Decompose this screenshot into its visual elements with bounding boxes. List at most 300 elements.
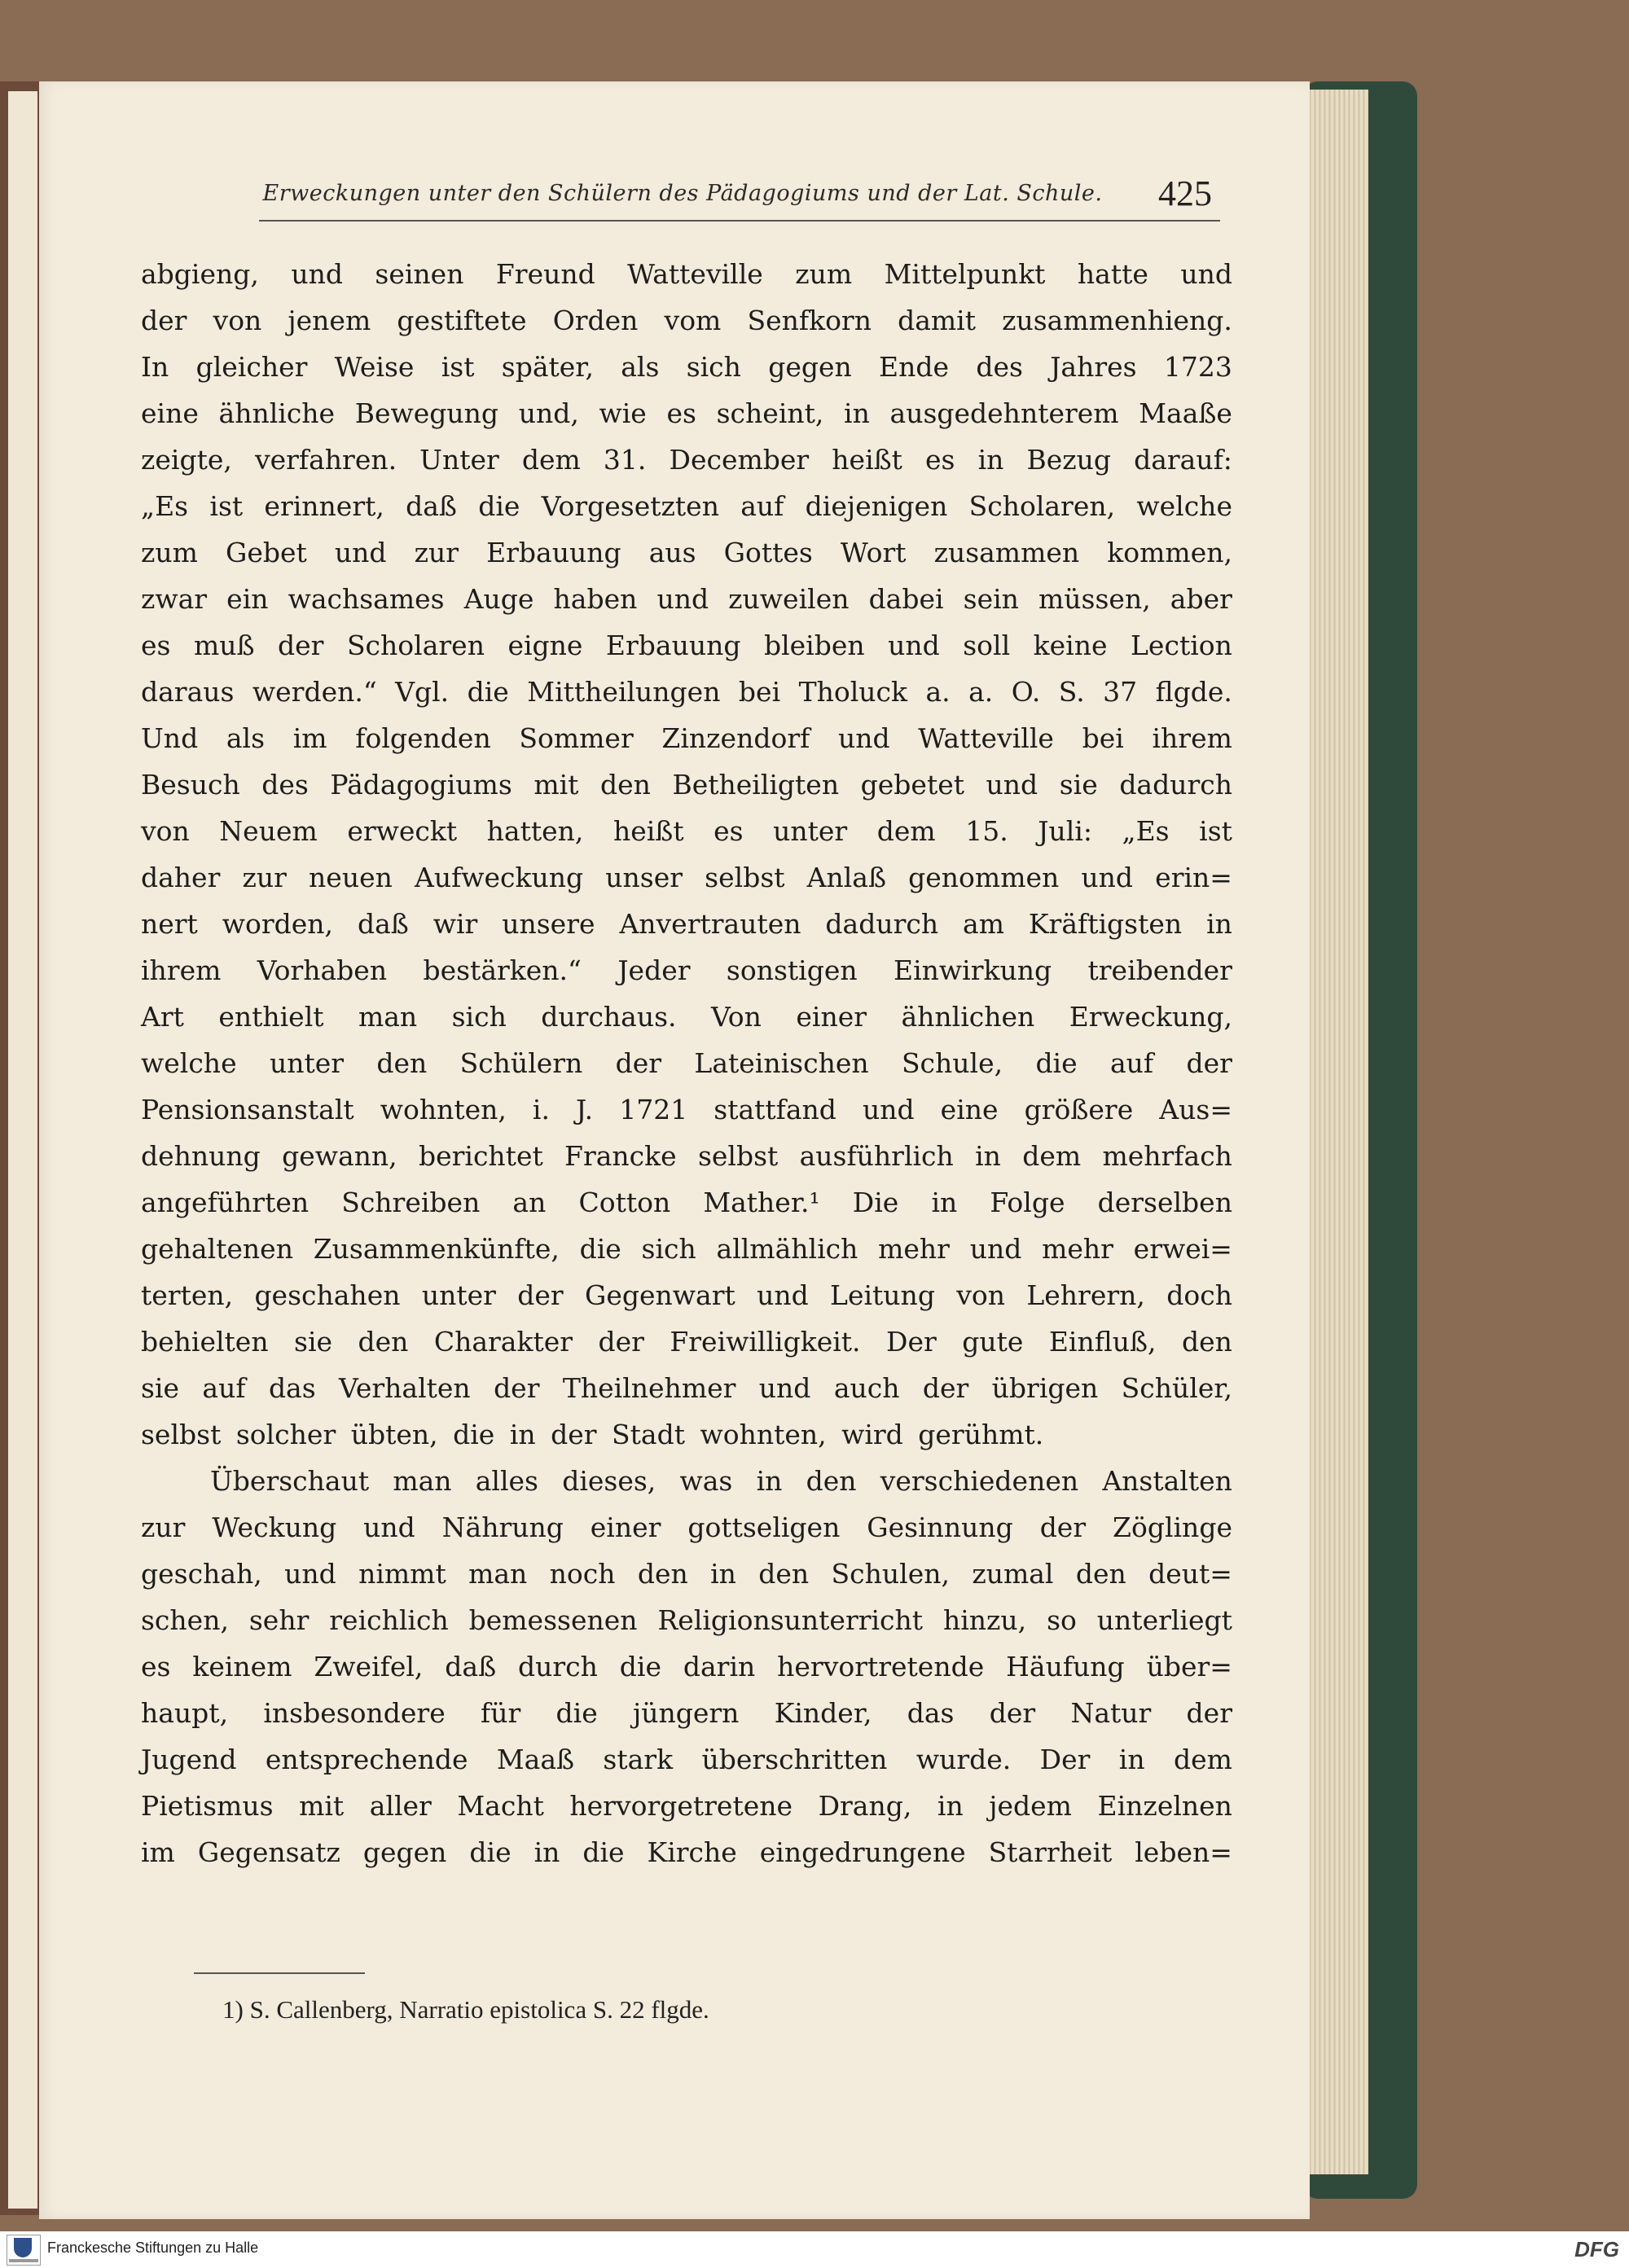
word: am — [963, 908, 1004, 940]
word: geschah, — [141, 1558, 262, 1590]
word: Wort — [840, 537, 907, 568]
word: 1721 — [619, 1094, 688, 1125]
word: S. — [1058, 676, 1085, 708]
word: in — [533, 1836, 560, 1868]
word: hatten, — [486, 815, 584, 847]
word: den — [1075, 1558, 1126, 1590]
word: reichlich — [329, 1604, 449, 1636]
word: sonstigen — [726, 954, 858, 986]
word: auch — [833, 1372, 900, 1404]
word: das — [268, 1372, 316, 1404]
word: Folge — [990, 1187, 1065, 1218]
word: Starrheit — [988, 1836, 1113, 1868]
word: auf — [202, 1372, 246, 1404]
word: und — [862, 1094, 915, 1125]
word: 31. — [603, 444, 647, 476]
word: December — [669, 444, 810, 476]
word: verschiedenen — [880, 1465, 1079, 1497]
text-line — [141, 1040, 1232, 1086]
word: Scholaren — [346, 630, 485, 661]
word: Sommer — [519, 722, 634, 754]
word: Schulen, — [831, 1558, 950, 1590]
text-line — [141, 1736, 1232, 1783]
word: was — [679, 1465, 733, 1497]
word: alles — [475, 1465, 538, 1497]
word: entsprechende — [265, 1744, 468, 1775]
word: ein — [226, 583, 269, 615]
word: ausgedehnterem — [889, 397, 1119, 429]
word: bei — [738, 676, 781, 708]
text-line — [141, 1365, 1232, 1411]
word: sie — [1059, 769, 1098, 801]
text-line — [141, 622, 1232, 669]
word: aller — [369, 1790, 432, 1822]
word: in — [977, 444, 1004, 476]
word: Tholuck — [798, 676, 908, 708]
word: haupt, — [141, 1697, 229, 1729]
word: wie — [599, 397, 647, 429]
word: der — [141, 305, 187, 336]
text-line — [141, 297, 1232, 344]
word: zum — [795, 258, 853, 290]
word: jüngern — [633, 1697, 740, 1729]
word: gestiftete — [397, 305, 527, 336]
word: haben — [553, 583, 638, 615]
text-line — [141, 1783, 1232, 1829]
word: als — [621, 351, 660, 383]
word: treibender — [1087, 954, 1232, 986]
text-line — [141, 1643, 1232, 1690]
word: Auge — [463, 583, 534, 615]
word: Pädagogiums — [330, 769, 512, 801]
word: zum — [141, 537, 198, 568]
word: der — [517, 1279, 564, 1311]
word: terten, — [141, 1279, 234, 1311]
word: Freiwilligkeit. — [670, 1326, 861, 1358]
word: an — [512, 1187, 547, 1218]
word: Erbauung — [605, 630, 741, 661]
word: ähnliche — [218, 397, 336, 429]
word: Einwirkung — [894, 954, 1052, 986]
word: In — [141, 351, 169, 383]
word: dem — [876, 815, 936, 847]
word: Drang, — [818, 1790, 912, 1822]
word: O. — [1011, 676, 1041, 708]
word: Francke — [564, 1140, 677, 1172]
running-head — [259, 171, 1220, 222]
text-line — [141, 1179, 1232, 1226]
word: seinen — [375, 258, 464, 290]
word: 37 — [1103, 676, 1138, 708]
word: keine — [1033, 630, 1108, 661]
word: Lection — [1131, 630, 1232, 661]
footer-bar — [0, 2231, 1629, 2268]
word: unser — [605, 862, 683, 893]
word: derselben — [1097, 1187, 1232, 1218]
institution-name: Franckesche Stiftungen zu Halle — [47, 2239, 259, 2256]
word: noch — [549, 1558, 616, 1590]
word: in — [931, 1187, 958, 1218]
word: Jahres — [1050, 351, 1137, 383]
word: mehrfach — [1102, 1140, 1232, 1172]
word: und — [757, 1279, 809, 1311]
word: zwar — [141, 583, 208, 615]
word: müssen, — [1038, 583, 1151, 615]
text-line — [141, 901, 1232, 947]
word: Scholaren, — [968, 490, 1116, 522]
word: einer — [590, 1511, 661, 1543]
word: mit — [533, 769, 579, 801]
word: wachsames — [288, 583, 445, 615]
franckesche-stiftungen-logo-icon — [7, 2235, 41, 2266]
word: Von — [710, 1001, 762, 1033]
word: Cotton — [578, 1187, 671, 1218]
word: der — [1186, 1697, 1232, 1729]
word: stark — [603, 1744, 674, 1775]
word: Schule, — [901, 1047, 1003, 1079]
word: leben= — [1135, 1836, 1232, 1868]
word: den — [637, 1558, 688, 1590]
text-line — [141, 1272, 1232, 1318]
logo-base — [9, 2259, 38, 2262]
word: und — [837, 722, 890, 754]
word: es — [141, 1651, 171, 1682]
word: Zusammenkünfte, — [313, 1233, 560, 1265]
word: von — [956, 1279, 1006, 1311]
word: der — [598, 1326, 644, 1358]
word: flgde. — [1155, 676, 1232, 708]
word: vom — [664, 305, 722, 336]
word: Erweckung, — [1069, 1001, 1232, 1033]
word: Leitung — [830, 1279, 935, 1311]
word: a. — [968, 676, 994, 708]
word: deut= — [1148, 1558, 1232, 1590]
word: Gegenwart — [584, 1279, 735, 1311]
word: dem — [1022, 1140, 1082, 1172]
word: von — [213, 305, 262, 336]
word: von — [141, 815, 190, 847]
word: 15. — [965, 815, 1008, 847]
word: Erbauung — [486, 537, 621, 568]
word: für — [481, 1697, 521, 1729]
word: und — [986, 769, 1038, 801]
word: die — [555, 1697, 598, 1729]
word: enthielt — [218, 1001, 324, 1033]
word: im — [292, 722, 327, 754]
word: durchaus. — [541, 1001, 677, 1033]
text-line — [141, 715, 1232, 761]
word: Gegensatz — [197, 1836, 340, 1868]
word: zusammenhieng. — [1002, 305, 1232, 336]
word: unter — [421, 1279, 496, 1311]
word: die — [1035, 1047, 1078, 1079]
dfg-logo: DFG — [1574, 2237, 1619, 2261]
word: Theilnehmer — [562, 1372, 736, 1404]
word: unsere — [502, 908, 595, 940]
word: soll — [963, 630, 1011, 661]
word: doch — [1166, 1279, 1232, 1311]
word: Art — [141, 1001, 184, 1033]
word: Anstalten — [1102, 1465, 1232, 1497]
word: die — [619, 1651, 661, 1682]
word: damit — [898, 305, 976, 336]
word: die — [469, 1836, 512, 1868]
word: dem — [521, 444, 581, 476]
word: überschritten — [701, 1744, 888, 1775]
word: welche — [141, 1047, 237, 1079]
word: Vorhaben — [257, 954, 388, 986]
word: Jugend — [141, 1744, 237, 1775]
word: erwei= — [1133, 1233, 1232, 1265]
word: erweckt — [347, 815, 458, 847]
word: sich — [451, 1001, 507, 1033]
word: zumal — [972, 1558, 1054, 1590]
word: Einzelnen — [1097, 1790, 1232, 1822]
word: welche — [1136, 490, 1232, 522]
word: Kirche — [647, 1836, 737, 1868]
word: hinzu, — [942, 1604, 1027, 1636]
word: in — [1206, 908, 1232, 940]
word: ihrem — [141, 954, 222, 986]
word: mehr — [878, 1233, 950, 1265]
word: den — [1181, 1326, 1232, 1358]
word: sehr — [248, 1604, 310, 1636]
word: berichtet — [418, 1140, 543, 1172]
word: der — [494, 1372, 540, 1404]
word: eigne — [507, 630, 583, 661]
word: unter — [773, 815, 848, 847]
word: Schülern — [459, 1047, 583, 1079]
word: man — [468, 1558, 528, 1590]
word: und — [656, 583, 709, 615]
text-line — [141, 390, 1232, 436]
word: gegen — [768, 351, 852, 383]
word: Pietismus — [141, 1790, 274, 1822]
word: und, — [518, 397, 579, 429]
word: Natur — [1070, 1697, 1152, 1729]
word: i. — [532, 1094, 550, 1125]
word: und — [363, 1511, 415, 1543]
word: Einfluß, — [1048, 1326, 1157, 1358]
word: sein — [963, 583, 1019, 615]
body-text — [141, 251, 1232, 1875]
word: auf — [740, 490, 784, 522]
word: es — [925, 444, 955, 476]
word: Weckung — [212, 1511, 337, 1543]
word: bestärken.“ — [423, 954, 582, 986]
word: gebetet — [860, 769, 964, 801]
word: Die — [852, 1187, 899, 1218]
word: sie — [294, 1326, 333, 1358]
word: Der — [1039, 1744, 1091, 1775]
word: es — [141, 630, 171, 661]
word: dehnung — [141, 1140, 261, 1172]
word: größere — [1024, 1094, 1134, 1125]
word: den — [376, 1047, 428, 1079]
text-line — [141, 808, 1232, 854]
word: der — [922, 1372, 969, 1404]
word: übrigen — [991, 1372, 1099, 1404]
word: sich — [686, 351, 741, 383]
word: wurde. — [915, 1744, 1012, 1775]
word: Überschaut — [210, 1465, 370, 1497]
word: „Es — [141, 490, 189, 522]
word: zusammen — [933, 537, 1080, 568]
word: zur — [141, 1511, 186, 1543]
word: auf — [1109, 1047, 1154, 1079]
word: Betheiligten — [672, 769, 840, 801]
word: der — [989, 1697, 1036, 1729]
word: Macht — [457, 1790, 544, 1822]
book-page — [39, 81, 1310, 2219]
word: darauf: — [1134, 444, 1232, 476]
word: und — [888, 630, 940, 661]
word: Senfkorn — [747, 305, 872, 336]
word: zuweilen — [728, 583, 850, 615]
word: Unter — [419, 444, 499, 476]
word: Bewegung — [354, 397, 499, 429]
text-line — [141, 251, 1232, 297]
word: nimmt — [358, 1558, 446, 1590]
word: erinnert, — [264, 490, 384, 522]
word: diejenigen — [805, 490, 948, 522]
word: stattfand — [714, 1094, 836, 1125]
word: Lateinischen — [694, 1047, 869, 1079]
word: Vorgesetzten — [541, 490, 719, 522]
word: Maaße — [1139, 397, 1232, 429]
text-line — [141, 1829, 1232, 1875]
word: durch — [518, 1651, 598, 1682]
word: als — [226, 722, 266, 754]
page-edges — [1302, 90, 1368, 2174]
word: Weise — [334, 351, 415, 383]
word: muß — [193, 630, 255, 661]
word: daher — [141, 862, 221, 893]
word: Zöglinge — [1113, 1511, 1232, 1543]
word: bei — [1082, 722, 1124, 754]
word: gehaltenen — [141, 1233, 293, 1265]
word: und — [969, 1233, 1022, 1265]
word: Mather.¹ — [703, 1187, 820, 1218]
word: eine — [141, 397, 199, 429]
word: ist — [1199, 815, 1232, 847]
word: darin — [683, 1651, 756, 1682]
word: die — [478, 490, 520, 522]
word: kommen, — [1107, 537, 1232, 568]
word: Freund — [495, 258, 595, 290]
word: Nährung — [441, 1511, 564, 1543]
word: folgenden — [355, 722, 491, 754]
word: hervortretende — [777, 1651, 985, 1682]
word: später, — [501, 351, 594, 383]
word: der — [1186, 1047, 1232, 1079]
text-line — [141, 669, 1232, 715]
word: Häufung — [1006, 1651, 1125, 1682]
word: Gebet — [226, 537, 307, 568]
word: keinem — [192, 1651, 292, 1682]
word: a. — [925, 676, 951, 708]
word: und — [1180, 258, 1232, 290]
word: in — [937, 1790, 964, 1822]
word: einer — [796, 1001, 867, 1033]
word: Verhalten — [339, 1372, 471, 1404]
word: den — [758, 1558, 810, 1590]
word: J. — [576, 1094, 594, 1125]
word: so — [1047, 1604, 1077, 1636]
word: zur — [414, 537, 459, 568]
word: heißt — [832, 444, 902, 476]
text-line — [141, 483, 1232, 529]
word: 1723 — [1163, 351, 1232, 383]
word: mit — [299, 1790, 345, 1822]
word: dabei — [868, 583, 944, 615]
word: genommen — [908, 862, 1060, 893]
word: jedem — [989, 1790, 1072, 1822]
text-line — [141, 854, 1232, 901]
text-line — [141, 436, 1232, 483]
word: gleicher — [195, 351, 308, 383]
word: Mittheilungen — [527, 676, 721, 708]
word: und — [284, 1558, 336, 1590]
word: hervorgetretene — [569, 1790, 793, 1822]
word: ihrem — [1152, 722, 1232, 754]
word: Juli: — [1038, 815, 1092, 847]
word: erin= — [1155, 862, 1232, 893]
word: dadurch — [1119, 769, 1232, 801]
word: Kinder, — [774, 1697, 872, 1729]
word: mehr — [1042, 1233, 1113, 1265]
word: zur — [242, 862, 287, 893]
word: gottseligen — [687, 1511, 841, 1543]
word: gewann, — [282, 1140, 397, 1172]
word: Aufweckung — [414, 862, 584, 893]
word: Religionsunterricht — [657, 1604, 924, 1636]
word: Kräftigsten — [1028, 908, 1183, 940]
word: Anvertrauten — [619, 908, 801, 940]
footnote: 1) S. Callenberg, Narratio epistolica S. 22 flgde. — [222, 1995, 709, 2024]
text-line — [141, 1504, 1232, 1551]
text-line — [141, 1133, 1232, 1179]
word: Zinzendorf — [661, 722, 810, 754]
word: selbst — [705, 862, 785, 893]
word: dadurch — [825, 908, 939, 940]
shield-shape — [14, 2238, 32, 2257]
word: unter — [269, 1047, 345, 1079]
word: zeigte, — [141, 444, 232, 476]
word: dieses, — [562, 1465, 656, 1497]
word: bleiben — [763, 630, 865, 661]
word: nert — [141, 908, 198, 940]
word: des — [261, 769, 309, 801]
text-line — [141, 1086, 1232, 1133]
word: aus — [648, 537, 696, 568]
text-line — [141, 1690, 1232, 1736]
word: und — [334, 537, 387, 568]
word: daraus — [141, 676, 235, 708]
word: worden, — [222, 908, 334, 940]
word: in — [975, 1140, 1001, 1172]
word: verfahren. — [254, 444, 397, 476]
word: im — [141, 1836, 175, 1868]
word: daß — [406, 490, 457, 522]
running-title: Erweckungen unter den Schülern des Pädagogiums und der Lat. Schule. — [262, 181, 1103, 206]
word: Gesinnung — [867, 1511, 1013, 1543]
word: Und — [141, 722, 199, 754]
word: Anlaß — [806, 862, 886, 893]
word: und — [291, 258, 343, 290]
word: in — [1118, 1744, 1145, 1775]
word: scheint, — [716, 397, 824, 429]
